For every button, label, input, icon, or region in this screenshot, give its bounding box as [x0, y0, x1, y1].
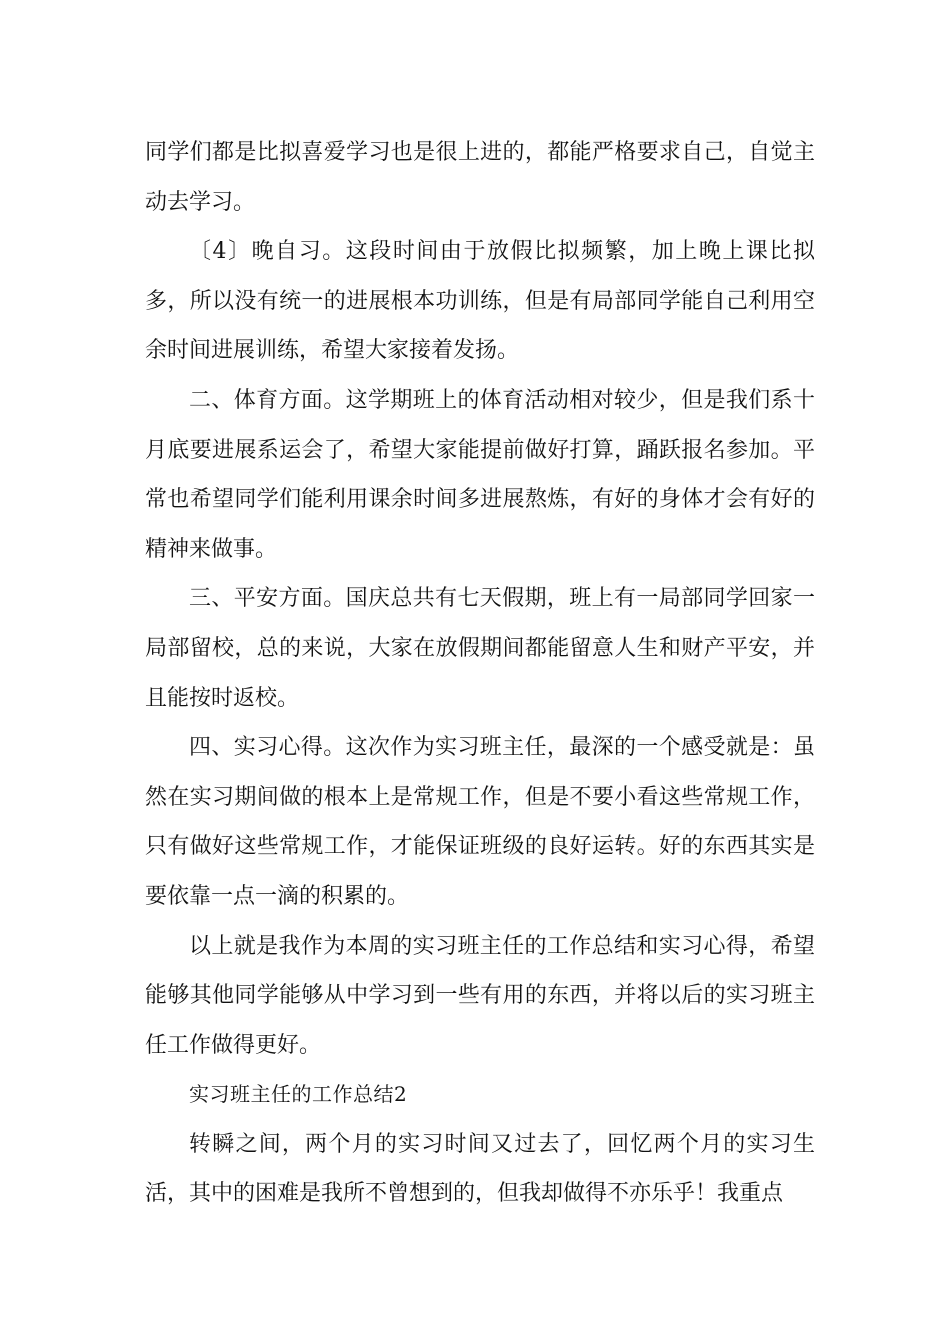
paragraph-study-habits: 同学们都是比拟喜爱学习也是很上进的，都能严格要求自己，自觉主动去学习。 [145, 140, 815, 215]
paragraph-safety: 三、平安方面。国庆总共有七天假期，班上有一局部同学回家一局部留校，总的来说，大家在放假期间都能留意人生和财产平安，并且能按时返校。 [145, 586, 815, 711]
paragraph-sports: 二、体育方面。这学期班上的体育活动相对较少，但是我们系十月底要进展系运会了，希望大家能提前做好打算，踊跃报名参加。平常也希望同学们能利用课余时间多进展熬炼，有好的身体才会有好的精神来做事。 [145, 387, 815, 562]
paragraph-internship-insight: 四、实习心得。这次作为实习班主任，最深的一个感受就是：虽然在实习期间做的根本上是常规工作，但是不要小看这些常规工作，只有做好这些常规工作，才能保证班级的良好运转。好的东西其实是要依靠一点一滴的积累的。 [145, 735, 815, 909]
section-heading-summary-2: 实习班主任的工作总结2 [189, 1082, 408, 1107]
paragraph-summary-2-intro: 转瞬之间，两个月的实习时间又过去了，回忆两个月的实习生活，其中的困难是我所不曾想到的，但我却做得不亦乐乎！我重点 [145, 1131, 815, 1207]
paragraph-conclusion: 以上就是我作为本周的实习班主任的工作总结和实习心得，希望能够其他同学能够从中学习到一些有用的东西，并将以后的实习班主任工作做得更好。 [145, 933, 815, 1058]
paragraph-evening-study: 〔4〕晚自习。这段时间由于放假比拟频繁，加上晚上课比拟多，所以没有统一的进展根本功训练，但是有局部同学能自己利用空余时间进展训练，希望大家接着发扬。 [145, 239, 815, 364]
document-body [145, 128, 815, 1219]
